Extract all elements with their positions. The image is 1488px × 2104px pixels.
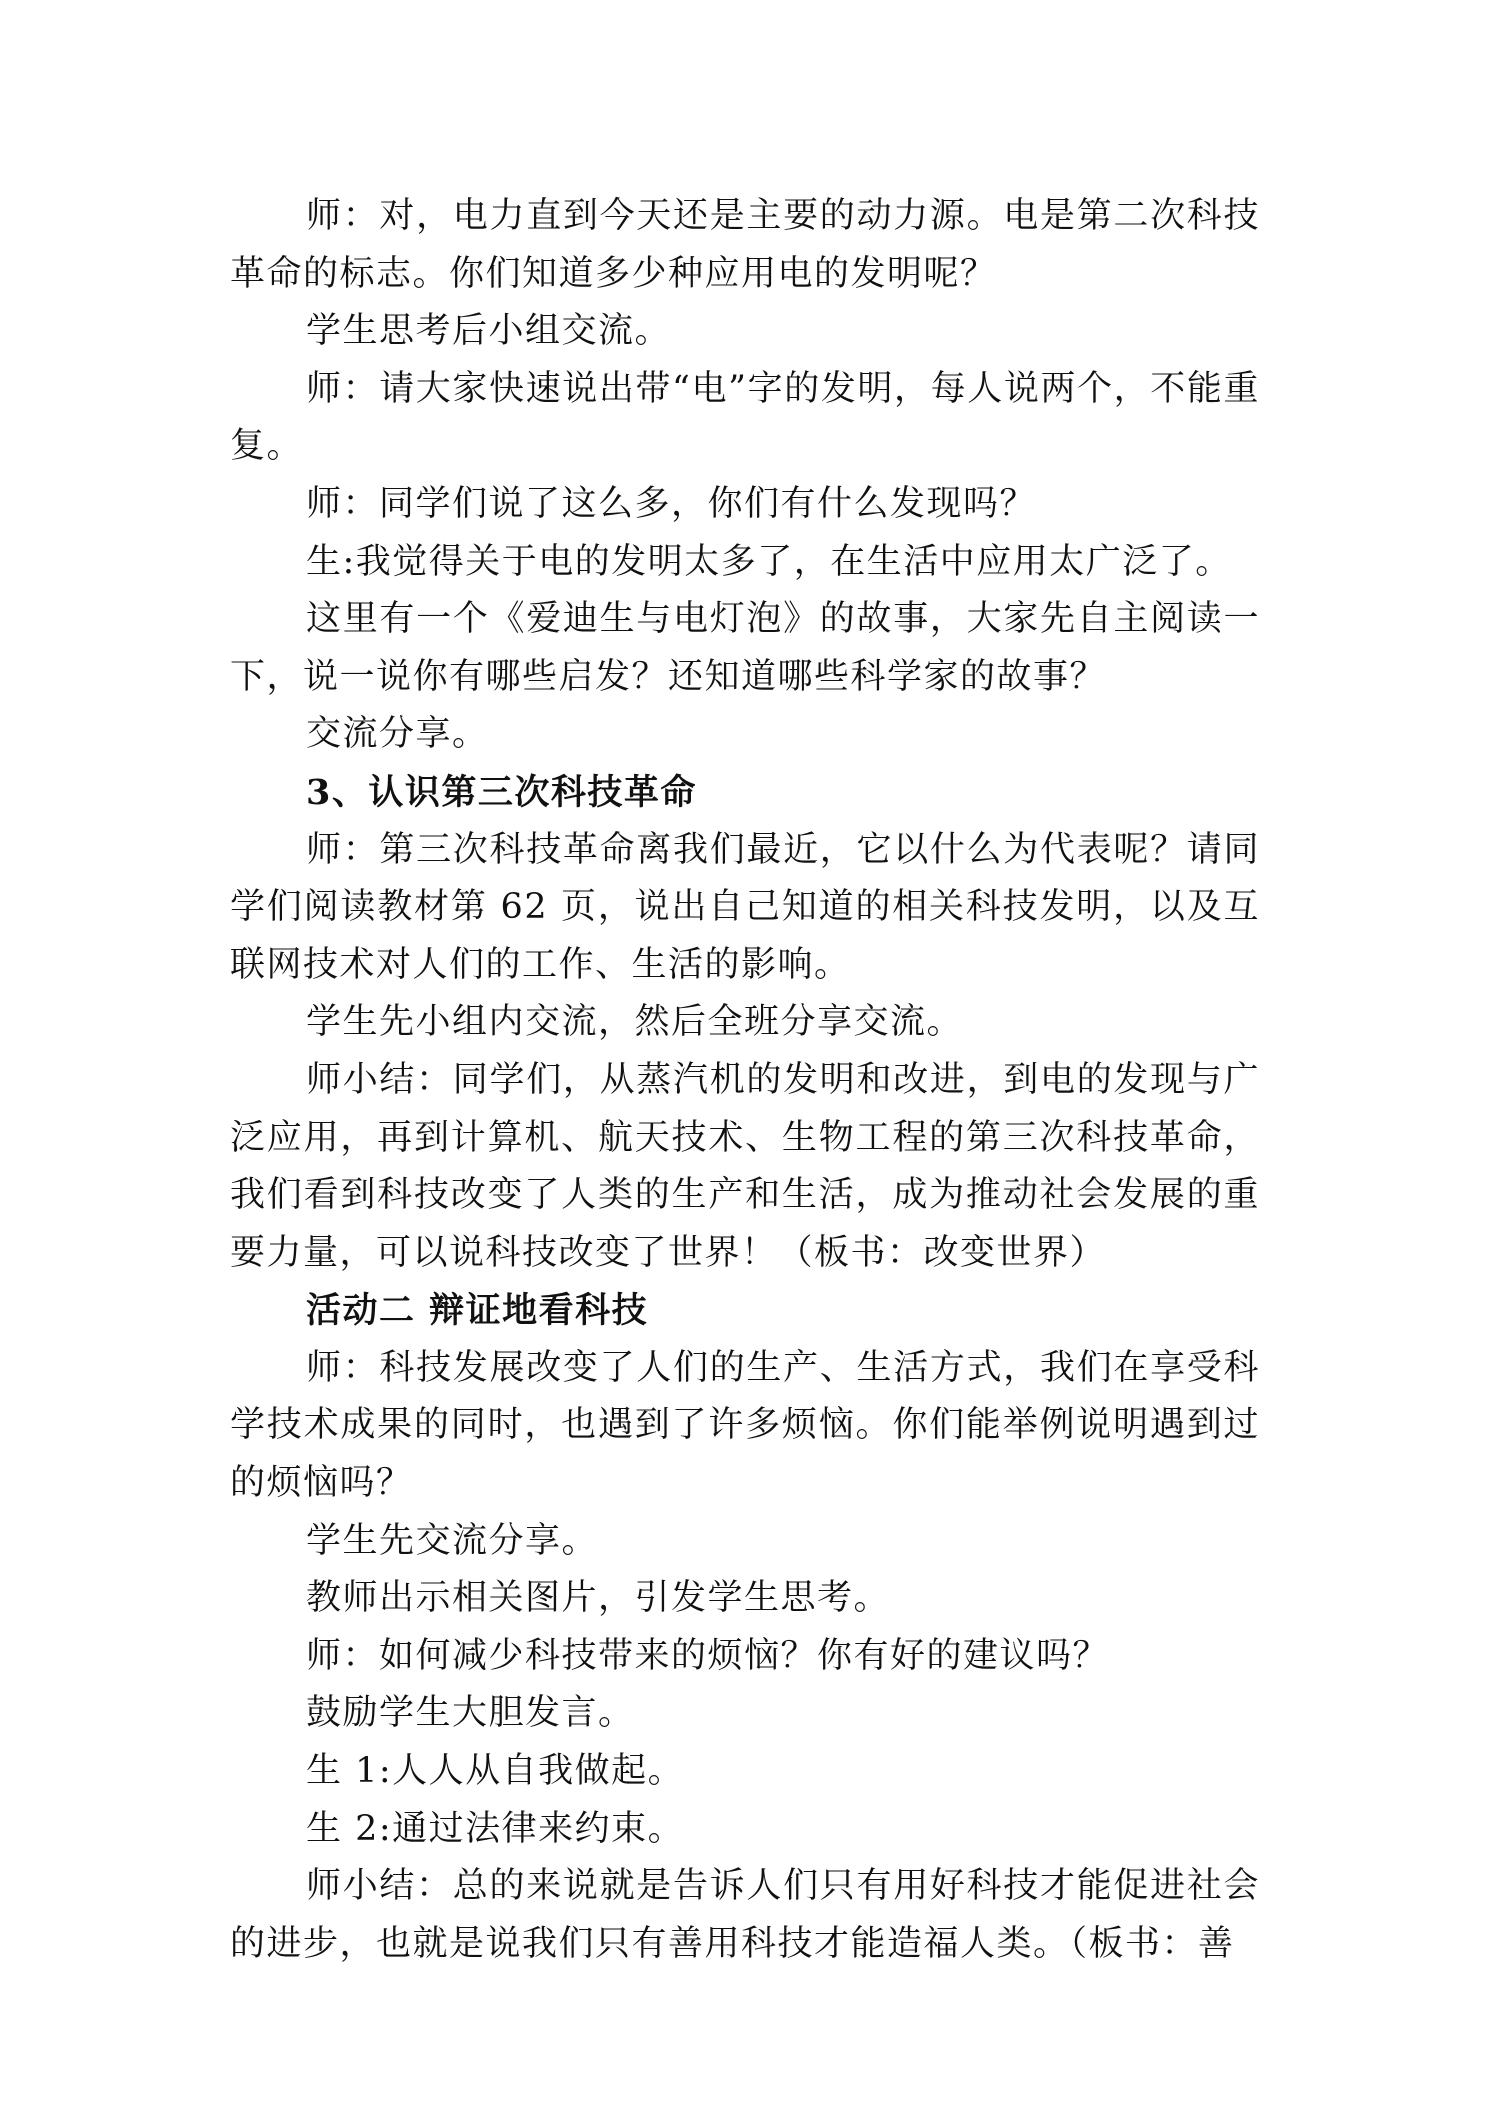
paragraph: 生:我觉得关于电的发明太多了，在生活中应用太广泛了。 [306, 541, 1232, 582]
paragraph: 学生先小组内交流，然后全班分享交流。 [306, 1002, 964, 1043]
paragraph: 师：同学们说了这么多，你们有什么发现吗？ [306, 483, 1037, 524]
activity-heading: 活动二 辩证地看科技 [306, 1290, 649, 1332]
paragraph: 师小结：总的来说就是告诉人们只有用好科技才能促进社会的进步，也就是说我们只有善用科技才能造福人类。（板书：善 [230, 1866, 1260, 1964]
paragraph: 师：请大家快速说出带“电”字的发明，每人说两个，不能重复。 [230, 368, 1260, 467]
paragraph: 鼓励学生大胆发言。 [306, 1693, 635, 1734]
paragraph: 教师出示相关图片，引发学生思考。 [306, 1578, 891, 1619]
paragraph: 师：对，电力直到今天还是主要的动力源。电是第二次科技革命的标志。你们知道多少种应用电的发明呢？ [230, 196, 1260, 294]
paragraph: 师：如何减少科技带来的烦恼？你有好的建议吗？ [306, 1635, 1110, 1676]
paragraph: 这里有一个《爱迪生与电灯泡》的故事，大家先自主阅读一下，说一说你有哪些启发？还知道哪些科学家的故事？ [230, 599, 1260, 697]
paragraph: 生 2:通过法律来约束。 [306, 1808, 685, 1849]
paragraph: 交流分享。 [306, 714, 489, 755]
paragraph: 师小结：同学们，从蒸汽机的发明和改进，到电的发现与广泛应用，再到计算机、航天技术、生物工程的第三次科技革命，我们看到科技改变了人类的生产和生活，成为推动社会发展的重要力量，可以说科技改变了世界！（板书：改变世界） [230, 1059, 1260, 1273]
paragraph: 生 1:人人从自我做起。 [306, 1751, 685, 1792]
section-heading: 3、认识第三次科技革命 [306, 771, 697, 813]
paragraph: 学生先交流分享。 [306, 1520, 599, 1561]
paragraph: 师：科技发展改变了人们的生产、生活方式，我们在享受科学技术成果的同时，也遇到了许多烦恼。你们能举例说明遇到过的烦恼吗？ [230, 1347, 1260, 1504]
document-body [230, 188, 1260, 1973]
paragraph: 学生思考后小组交流。 [306, 311, 672, 352]
paragraph: 师：第三次科技革命离我们最近，它以什么为代表呢？请同学们阅读教材第 62 页，说出自己知道的相关科技发明，以及互联网技术对人们的工作、生活的影响。 [230, 829, 1260, 985]
